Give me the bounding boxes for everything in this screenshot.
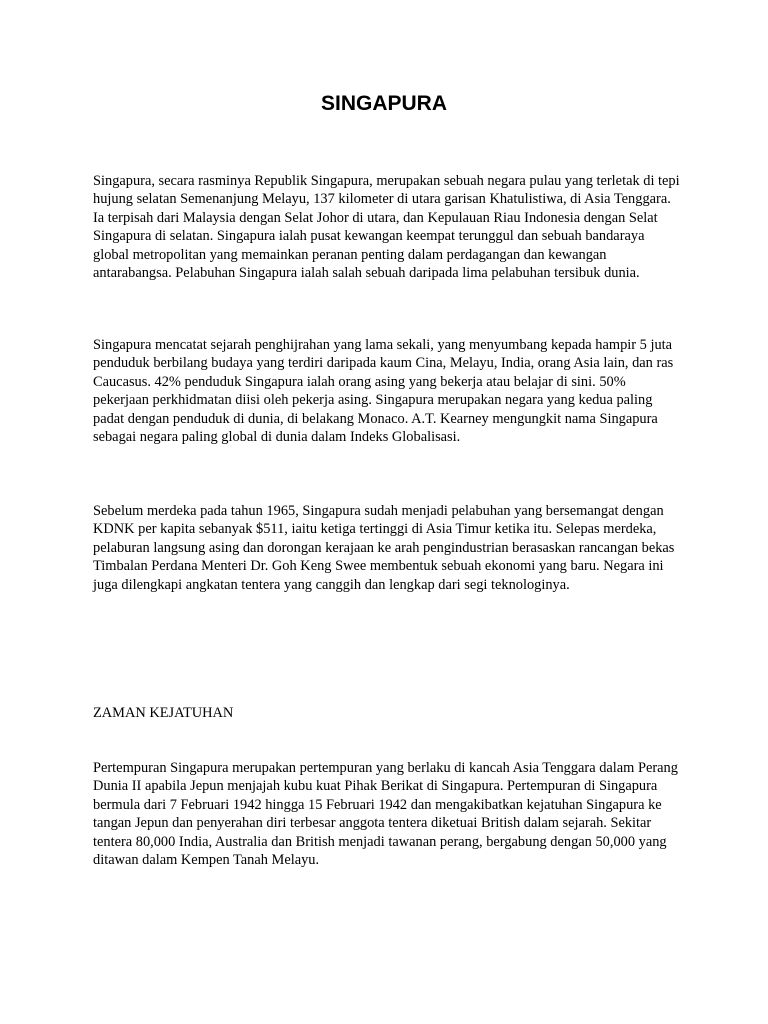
paragraph-economy: Sebelum merdeka pada tahun 1965, Singapura sudah menjadi pelabuhan yang bersemangat dengan KDNK per kapita sebanyak $511, iaitu ketiga tertinggi di Asia Timur ketika itu. Selepas merdeka, pelaburan langsung asing dan dorongan kerajaan ke arah pengindustrian berasaskan rancangan bekas Timbalan Perdana Menteri Dr. Goh Keng Swee membentuk sebuah ekonomi yang baru. Negara ini juga dilengkapi angkatan tentera yang canggih dan lengkap dari segi teknologinya. [93, 503, 675, 593]
section-heading: ZAMAN KEJATUHAN [93, 705, 234, 721]
paragraph-battle: Pertempuran Singapura merupakan pertempuran yang berlaku di kancah Asia Tenggara dalam Perang Dunia II apabila Jepun menjajah kubu kuat Pihak Berikat di Singapura. Pertempuran di Singapura bermula dari 7 Februari 1942 hingga 15 Februari 1942 dan mengakibatkan kejatuhan Singapura ke tangan Jepun dan penyerahan diri terbesar anggota tentera diketuai British dalam sejarah. Sekitar tentera 80,000 India, Australia dan British menjadi tawanan perang, bergabung dengan 50,000 yang ditawan dalam Kempen Tanah Melayu. [93, 760, 678, 869]
paragraph-population: Singapura mencatat sejarah penghijrahan yang lama sekali, yang menyumbang kepada hampir 5 juta penduduk berbilang budaya yang terdiri daripada kaum Cina, Melayu, India, orang Asia lain, dan ras Caucasus. 42% penduduk Singapura ialah orang asing yang bekerja atau belajar di sini. 50% pekerjaan perkhidmatan diisi oleh pekerja asing. Singapura merupakan negara yang kedua paling padat dengan penduduk di dunia, di belakang Monaco. A.T. Kearney mengungkit nama Singapura sebagai negara paling global di dunia dalam Indeks Globalisasi. [93, 337, 674, 446]
page-title: SINGAPURA [320, 92, 447, 115]
paragraph-intro: Singapura, secara rasminya Republik Singapura, merupakan sebuah negara pulau yang terletak di tepi hujung selatan Semenanjung Melayu, 137 kilometer di utara garisan Khatulistiwa, di Asia Tenggara. Ia terpisah dari Malaysia dengan Selat Johor di utara, dan Kepulauan Riau Indonesia dengan Selat Singapura di selatan. Singapura ialah pusat kewangan keempat terunggul dan sebuah bandaraya global metropolitan yang memainkan peranan penting dalam perdagangan dan kewangan antarabangsa. Pelabuhan Singapura ialah salah sebuah daripada lima pelabuhan tersibuk dunia. [93, 173, 680, 282]
